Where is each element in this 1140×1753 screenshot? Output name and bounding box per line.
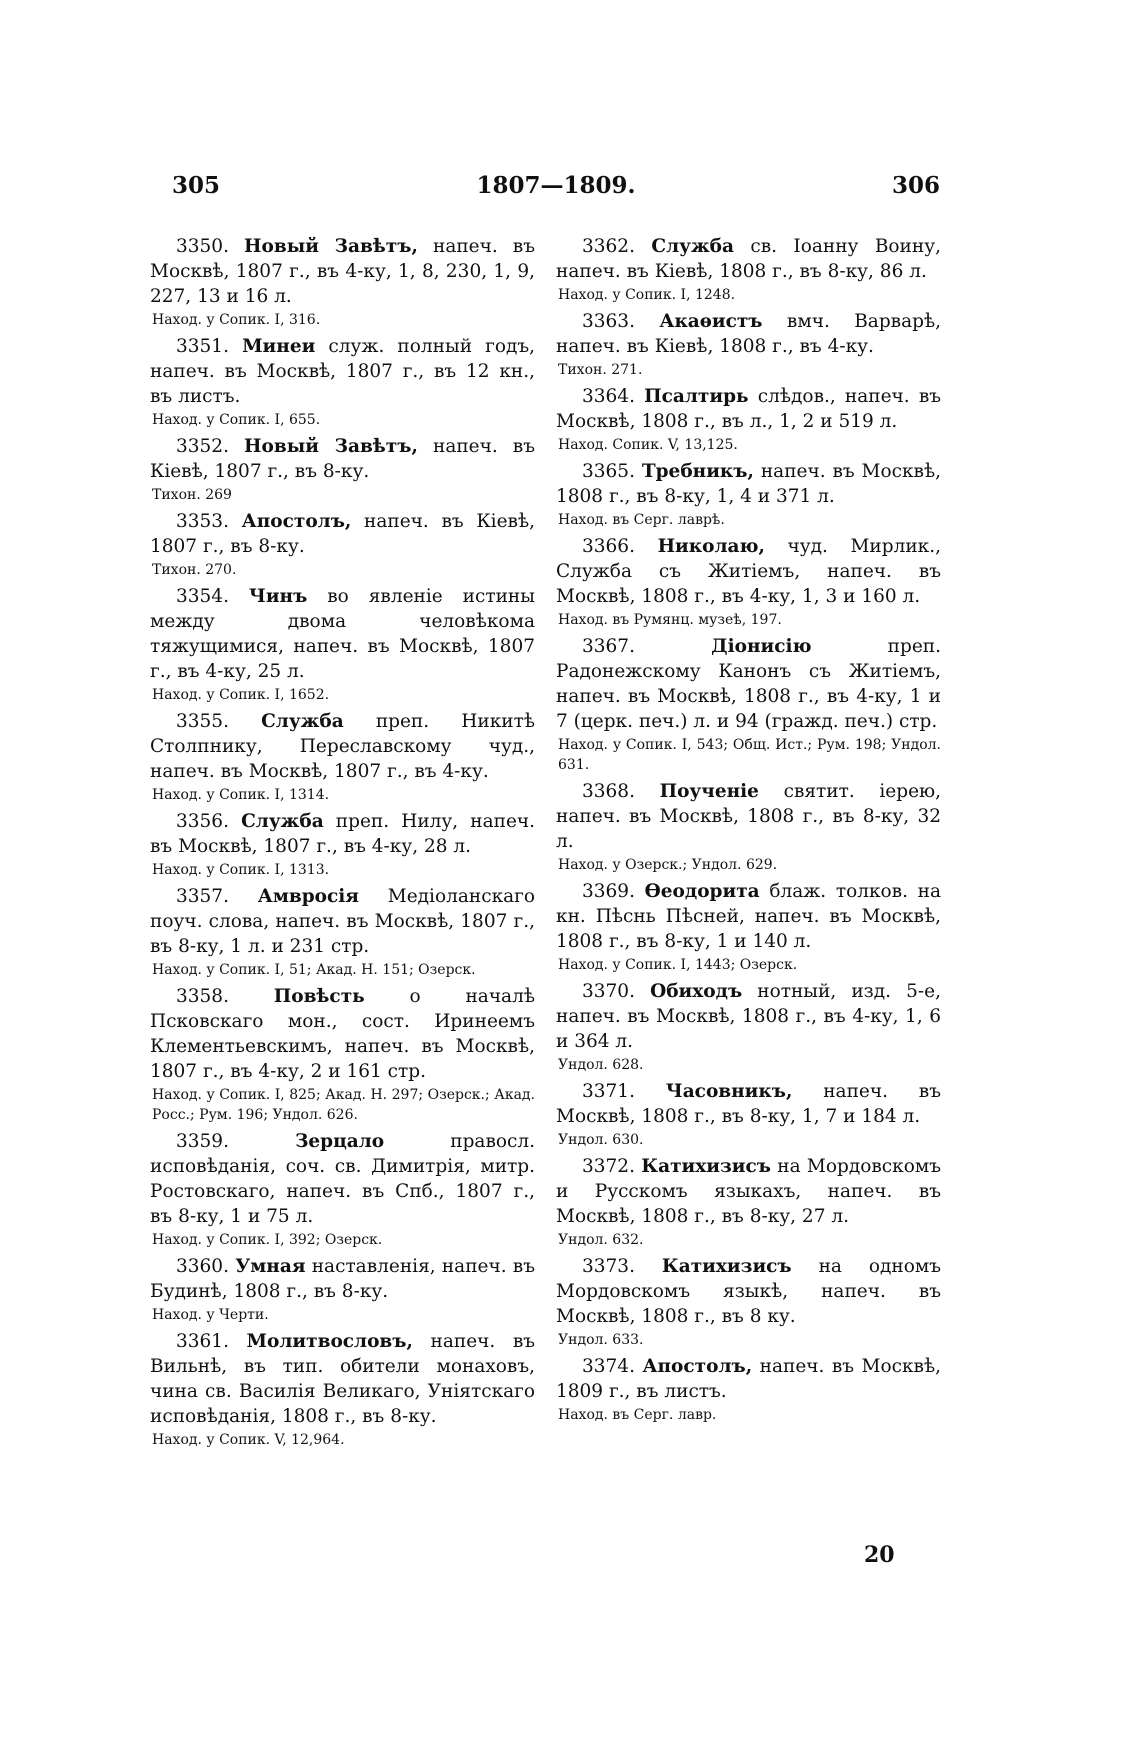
entry-number: 3368. <box>582 781 635 802</box>
catalog-entry <box>556 234 941 305</box>
entry-title: Апостолъ, <box>241 511 352 532</box>
entry-text: напеч. въ Москвѣ, 1808 г., въ 8-ку, 1, 7 и 184 л. <box>556 1081 941 1127</box>
entry-location: Наход. у Сопик. I, 543; Общ. Ист.; Рум. 198; Ундол. 631. <box>558 737 941 773</box>
catalog-entry <box>556 384 941 455</box>
entry-number: 3374. <box>582 1356 635 1377</box>
entry-text: напеч. въ Москвѣ, 1808 г., въ 8-ку, 1, 4 и 371 л. <box>556 461 941 507</box>
entry-text: напеч. въ Кіевѣ, 1807 г., въ 8-ку. <box>150 511 535 557</box>
entry-location: Наход. у Сопик. I, 392; Озерск. <box>152 1232 383 1248</box>
entry-body <box>150 584 535 684</box>
entry-body <box>556 634 941 734</box>
catalog-entry <box>556 979 941 1075</box>
entry-location: Наход. у Сопик. V, 12,964. <box>152 1432 345 1448</box>
catalog-entry <box>556 1354 941 1425</box>
entry-title: Новый Завѣтъ, <box>244 236 418 257</box>
entry-title: Катихизисъ <box>661 1256 792 1277</box>
entry-location: Наход. у Сопик. I, 1248. <box>558 287 736 303</box>
entry-body <box>556 879 941 954</box>
entry-title: Служба <box>261 711 344 732</box>
entry-title: Обиходъ <box>650 981 743 1002</box>
entry-title: Зерцало <box>295 1131 385 1152</box>
entry-number: 3365. <box>582 461 635 482</box>
entry-body <box>150 509 535 559</box>
entry-number: 3357. <box>176 886 229 907</box>
entry-number: 3372. <box>582 1156 635 1177</box>
entry-text: преп. Радонежскому Канонъ съ Житіемъ, напеч. въ Москвѣ, 1808 г., въ 4-ку, 1 и 7 (церк. печ.) л. и 94 (гражд. печ.) стр. <box>556 636 941 732</box>
entry-body <box>556 384 941 434</box>
catalog-entry <box>556 1254 941 1350</box>
entry-number: 3360. <box>176 1256 229 1277</box>
entry-title: Амвросія <box>257 886 359 907</box>
entry-location: Тихон. 270. <box>152 562 237 578</box>
catalog-entry <box>150 984 535 1125</box>
entry-title: Николаю, <box>657 536 765 557</box>
entry-number: 3361. <box>176 1331 229 1352</box>
entry-location: Наход. у Сопик. I, 825; Акад. Н. 297; Озерск.; Акад. Росс.; Рум. 196; Ундол. 626. <box>152 1087 535 1123</box>
entry-body <box>150 984 535 1084</box>
year-range: 1807—1809. <box>476 172 636 199</box>
catalog-entry <box>150 884 535 980</box>
entry-title: Требникъ, <box>641 461 754 482</box>
catalog-entry <box>556 459 941 530</box>
entry-text: преп. Нилу, напеч. въ Москвѣ, 1807 г., въ 4-ку, 28 л. <box>150 811 536 857</box>
entry-title: Новый Завѣтъ, <box>244 436 418 457</box>
entry-text: вмч. Варварѣ, напеч. въ Кіевѣ, 1808 г., въ 4-ку. <box>556 311 942 357</box>
entry-body <box>150 234 535 309</box>
entry-body <box>556 459 941 509</box>
entry-title: Ѳеодорита <box>644 881 760 902</box>
entry-location: Наход. у Сопик. I, 655. <box>152 412 321 428</box>
entry-location: Наход. у Сопик. I, 1314. <box>152 787 330 803</box>
entry-body <box>150 709 535 784</box>
entry-location: Ундол. 632. <box>558 1232 644 1248</box>
entry-number: 3350. <box>176 236 229 257</box>
entry-number: 3355. <box>176 711 229 732</box>
entry-text: наставленія, напеч. въ Будинѣ, 1808 г., въ 8-ку. <box>150 1256 535 1302</box>
catalog-entry <box>556 879 941 975</box>
entry-location: Наход. у Черти. <box>152 1307 269 1323</box>
entry-location: Наход. въ Серг. лавр. <box>558 1407 717 1423</box>
entry-location: Наход. у Озерск.; Ундол. 629. <box>558 857 778 873</box>
catalog-entry <box>556 309 941 380</box>
entry-number: 3367. <box>582 636 635 657</box>
entry-text: блаж. толков. на кн. Пѣснь Пѣсней, напеч. въ Москвѣ, 1808 г., въ 8-ку, 1 и 140 л. <box>556 881 942 952</box>
entry-text: на одномъ Мордовскомъ языкѣ, напеч. въ Москвѣ, 1808 г., въ 8 ку. <box>556 1256 941 1327</box>
entry-title: Акаѳистъ <box>659 311 763 332</box>
entry-title: Чинъ <box>248 586 308 607</box>
catalog-entry <box>150 1329 535 1450</box>
entry-title: Поученіе <box>659 781 759 802</box>
entry-body <box>556 1154 941 1229</box>
entry-text: св. Іоанну Воину, напеч. въ Кіевѣ, 1808 г., въ 8-ку, 86 л. <box>556 236 941 282</box>
entry-number: 3371. <box>582 1081 635 1102</box>
entry-title: Псалтирь <box>644 386 749 407</box>
catalog-entry <box>556 634 941 775</box>
entry-body <box>150 434 535 484</box>
entry-number: 3366. <box>582 536 635 557</box>
entry-body <box>150 1329 535 1429</box>
entry-title: Молитвословъ, <box>246 1331 413 1352</box>
entry-body <box>150 1129 535 1229</box>
entry-text: служ. полный годъ, напеч. въ Москвѣ, 1807 г., въ 12 кн., въ листъ. <box>150 336 535 407</box>
right-column <box>556 234 941 1429</box>
entry-title: Умная <box>235 1256 306 1277</box>
entry-location: Наход. у Сопик. I, 1443; Озерск. <box>558 957 798 973</box>
catalog-entry <box>556 534 941 630</box>
catalog-entry <box>556 1079 941 1150</box>
entry-number: 3369. <box>582 881 635 902</box>
entry-text: напеч. въ Москвѣ, 1807 г., въ 4-ку, 1, 8, 230, 1, 9, 227, 13 и 16 л. <box>150 236 535 307</box>
signature-mark: 20 <box>864 1542 895 1568</box>
catalog-entry <box>150 809 535 880</box>
entry-text: нотный, изд. 5-е, напеч. въ Москвѣ, 1808 г., въ 4-ку, 1, 6 и 364 л. <box>556 981 941 1052</box>
entry-title: Служба <box>241 811 324 832</box>
entry-body <box>556 1079 941 1129</box>
catalog-entry <box>150 584 535 705</box>
entry-text: Медіоланскаго поуч. слова, напеч. въ Москвѣ, 1807 г., въ 8-ку, 1 л. и 231 стр. <box>150 886 535 957</box>
entry-number: 3354. <box>176 586 229 607</box>
catalog-entry <box>556 779 941 875</box>
entry-text: правосл. исповѣданія, соч. св. Димитрія, митр. Ростовскаго, напеч. въ Спб., 1807 г., въ 8-ку, 1 и 75 л. <box>150 1131 535 1227</box>
entry-body <box>556 234 941 284</box>
left-column <box>150 234 535 1454</box>
entry-text: напеч. въ Кіевѣ, 1807 г., въ 8-ку. <box>150 436 535 482</box>
catalog-entry <box>556 1154 941 1250</box>
entry-title: Повѣсть <box>273 986 365 1007</box>
entry-body <box>150 884 535 959</box>
entry-title: Служба <box>651 236 734 257</box>
entry-location: Наход. у Сопик. I, 51; Акад. Н. 151; Озерск. <box>152 962 476 978</box>
entry-location: Ундол. 630. <box>558 1132 644 1148</box>
entry-location: Наход. у Сопик. I, 1652. <box>152 687 330 703</box>
entry-location: Наход. въ Румянц. музеѣ, 197. <box>558 612 782 628</box>
catalog-entry <box>150 509 535 580</box>
entry-location: Ундол. 633. <box>558 1332 644 1348</box>
entry-body <box>556 979 941 1054</box>
entry-text: на Мордовскомъ и Русскомъ языкахъ, напеч. въ Москвѣ, 1808 г., въ 8-ку, 27 л. <box>556 1156 941 1227</box>
catalog-entry <box>150 434 535 505</box>
entry-number: 3353. <box>176 511 229 532</box>
entry-location: Наход. въ Серг. лаврѣ. <box>558 512 725 528</box>
entry-body <box>556 1254 941 1329</box>
entry-number: 3352. <box>176 436 229 457</box>
entry-location: Ундол. 628. <box>558 1057 644 1073</box>
entry-number: 3364. <box>582 386 635 407</box>
right-page-number: 306 <box>891 172 940 199</box>
entry-title: Минеи <box>242 336 316 357</box>
catalog-entry <box>150 709 535 805</box>
entry-body <box>150 1254 535 1304</box>
entry-number: 3373. <box>582 1256 635 1277</box>
entry-text: святит. іерею, напеч. въ Москвѣ, 1808 г., въ 8-ку, 32 л. <box>556 781 942 852</box>
entry-body <box>556 534 941 609</box>
entry-text: во явленіе истины между двома человѣкома тяжущимися, напеч. въ Москвѣ, 1807 г., въ 4-ку, 25 л. <box>150 586 535 682</box>
entry-number: 3351. <box>176 336 229 357</box>
running-head <box>172 172 940 206</box>
entry-location: Тихон. 271. <box>558 362 643 378</box>
catalog-entry <box>150 334 535 430</box>
entry-location: Наход. у Сопик. I, 1313. <box>152 862 330 878</box>
entry-number: 3370. <box>582 981 635 1002</box>
entry-number: 3359. <box>176 1131 229 1152</box>
entry-text: о началѣ Псковскаго мон., сост. Иринеемъ Клементьевскимъ, напеч. въ Москвѣ, 1807 г., въ 4-ку, 2 и 161 стр. <box>150 986 535 1082</box>
entry-text: слѣдов., напеч. въ Москвѣ, 1808 г., въ л., 1, 2 и 519 л. <box>556 386 941 432</box>
entry-title: Апостолъ, <box>642 1356 753 1377</box>
entry-location: Наход. у Сопик. I, 316. <box>152 312 321 328</box>
entry-location: Наход. Сопик. V, 13,125. <box>558 437 738 453</box>
entry-number: 3363. <box>582 311 635 332</box>
entry-number: 3356. <box>176 811 229 832</box>
entry-text: чуд. Мирлик., Служба съ Житіемъ, напеч. въ Москвѣ, 1808 г., въ 4-ку, 1, 3 и 160 л. <box>556 536 941 607</box>
catalog-entry <box>150 1129 535 1250</box>
entry-text: напеч. въ Москвѣ, 1809 г., въ листъ. <box>556 1356 941 1402</box>
entry-body <box>150 809 535 859</box>
entry-text: преп. Никитѣ Столпнику, Переславскому чуд., напеч. въ Москвѣ, 1807 г., въ 4-ку. <box>150 711 535 782</box>
entry-body <box>556 309 941 359</box>
entry-number: 3362. <box>582 236 635 257</box>
catalog-entry <box>150 1254 535 1325</box>
entry-body <box>150 334 535 409</box>
entry-title: Часовникъ, <box>665 1081 793 1102</box>
entry-number: 3358. <box>176 986 229 1007</box>
entry-title: Діонисію <box>711 636 812 657</box>
left-page-number: 305 <box>172 172 221 199</box>
catalog-entry <box>150 234 535 330</box>
entry-body <box>556 779 941 854</box>
entry-title: Катихизисъ <box>641 1156 771 1177</box>
entry-body <box>556 1354 941 1404</box>
entry-text: напеч. въ Вильнѣ, въ тип. обители монаховъ, чина св. Василія Великаго, Уніятскаго исповѣданія, 1808 г., въ 8-ку. <box>150 1331 535 1427</box>
entry-location: Тихон. 269 <box>152 487 232 503</box>
